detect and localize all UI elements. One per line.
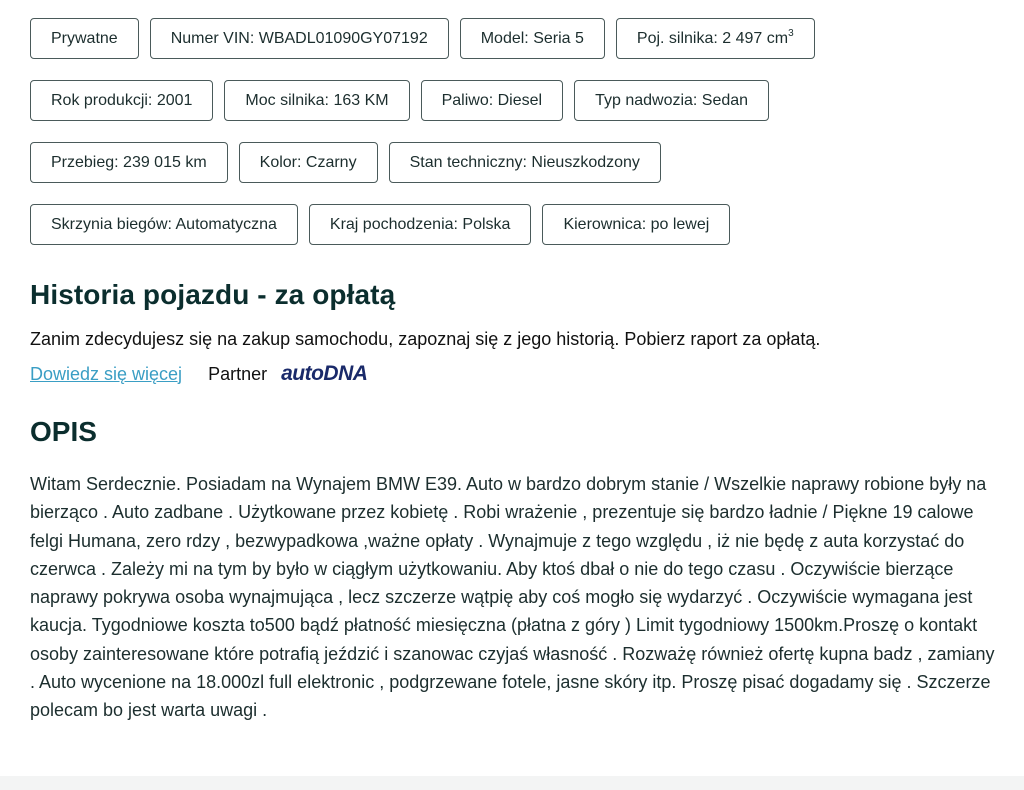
autodna-logo: autoDNA xyxy=(281,362,368,385)
tag-vin: Numer VIN: WBADL01090GY07192 xyxy=(150,18,449,59)
tag-engine-power: Moc silnika: 163 KM xyxy=(224,80,409,121)
history-title: Historia pojazdu - za opłatą xyxy=(30,279,396,310)
tag-body-type: Typ nadwozia: Sedan xyxy=(574,80,769,121)
tag-row-1 xyxy=(30,18,994,59)
tag-row-2 xyxy=(30,80,994,121)
tag-condition: Stan techniczny: Nieuszkodzony xyxy=(389,142,661,183)
tag-fuel: Paliwo: Diesel xyxy=(421,80,563,121)
tag-engine-capacity xyxy=(616,18,815,59)
partner-label: Partner xyxy=(208,363,268,384)
tag-row-4 xyxy=(30,204,994,245)
history-description: Zanim zdecydujesz się na zakup samochodu, zapoznaj się z jego historią. Pobierz raport za opłatą. xyxy=(30,329,821,349)
tag-steering: Kierownica: po lewej xyxy=(542,204,730,245)
tag-model: Model: Seria 5 xyxy=(460,18,605,59)
tag-seller-type: Prywatne xyxy=(30,18,139,59)
tag-gearbox: Skrzynia biegów: Automatyczna xyxy=(30,204,298,245)
history-links xyxy=(30,362,994,386)
description-text: Witam Serdecznie. Posiadam na Wynajem BMW E39. Auto w bardzo dobrym stanie / Wszelkie naprawy robione były na bierząco . Auto zadbane . Użytkowane przez kobietę . Robi wrażenie , prezentuje się bardzo ładnie / Piękne 19 calowe felgi Humana, zero rdzy , bezwypadkowa ,ważne opłaty . Wynajmuje z tego względu , iż nie będę z auta korzystać do czerwca . Zależy mi na tym by było w ciągłym użytkowaniu. Aby ktoś dbał o nie do tego czasu . Oczywiście bierzące naprawy pokrywa osoba wynajmująca , lecz szczerze wątpię aby coś mogło się wydarzyć . Oczywiście wymagana jest kaucja. Tygodniowe koszta to500 bądź płatność miesięczna (płatna z góry ) Limit tygodniowy 1500km.Proszę o kontakt osoby zainteresowane które potrafią jeździć i szanowac czyjaś własność . Rozważę również ofertę kupna badz , zamiany . Auto wycenione na 18.000zl full elektronic , podgrzewane fotele, jasne skóry itp. Proszę pisać dogadamy się . Szczerze polecam bo jest warta uwagi . xyxy=(30,474,995,721)
tag-mileage: Przebieg: 239 015 km xyxy=(30,142,228,183)
tag-color: Kolor: Czarny xyxy=(239,142,378,183)
description-title: OPIS xyxy=(30,416,97,447)
tag-production-year: Rok produkcji: 2001 xyxy=(30,80,213,121)
learn-more-link[interactable]: Dowiedz się więcej xyxy=(30,363,183,384)
engine-capacity-unit-sup: 3 xyxy=(788,28,794,39)
tag-country-origin: Kraj pochodzenia: Polska xyxy=(309,204,532,245)
bottom-divider xyxy=(0,776,1024,790)
tag-row-3 xyxy=(30,142,994,183)
parameter-tags xyxy=(30,18,994,245)
engine-capacity-text: Poj. silnika: 2 497 cm xyxy=(636,30,789,47)
